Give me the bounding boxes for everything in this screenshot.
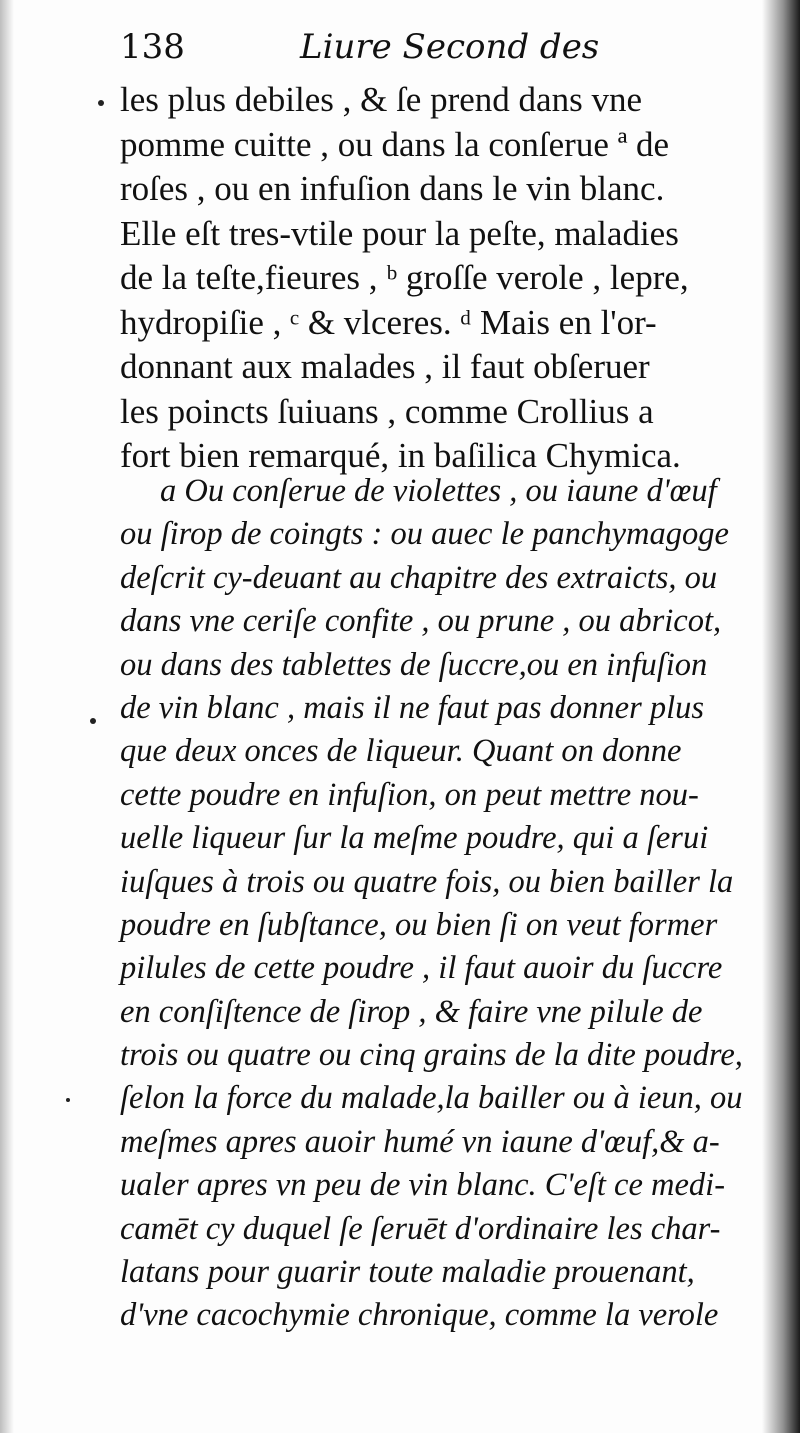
annotation-line: de vin blanc , mais il ne faut pas donner plus	[120, 689, 705, 726]
text-line: de la teſte,fieures , ᵇ groſſe verole , lepre,	[120, 258, 689, 297]
annotation-line: deſcrit cy-deuant au chapitre des extraicts, ou	[120, 559, 718, 596]
annotation-line: trois ou quatre ou cinq grains de la dite poudre,	[120, 1037, 743, 1074]
running-title: Liure Second des	[300, 27, 600, 67]
ink-speck	[98, 100, 104, 106]
annotation-line: iuſques à trois ou quatre fois, ou bien bailler la	[120, 863, 734, 900]
page-shadow-left	[0, 0, 14, 1433]
annotation-line: poudre en ſubſtance, ou bien ſi on veut former	[120, 906, 718, 943]
annotation-text	[120, 470, 780, 1338]
annotation-line: ou ſirop de coingts : ou auec le panchymagoge	[120, 516, 729, 553]
annotation-line: pilules de cette poudre , il faut auoir du ſuccre	[120, 950, 723, 987]
annotation-line: ou dans des tablettes de ſuccre,ou en infuſion	[120, 646, 708, 683]
annotation-line: latans pour guarir toute maladie prouenant,	[120, 1254, 695, 1291]
text-line: les poincts ſuiuans , comme Crollius a	[120, 391, 654, 431]
text-line: hydropiſie , ᶜ & vlceres. ᵈ Mais en l'or-	[120, 302, 657, 342]
annotation-line: d'vne cacochymie chronique, comme la verole	[120, 1297, 719, 1334]
annotation-line: camēt cy duquel ſe ſeruēt d'ordinaire les char-	[120, 1210, 721, 1247]
annotation-line: ualer apres vn peu de vin blanc. C'eſt ce medi-	[120, 1167, 726, 1204]
annotation-line: ſelon la force du malade,la bailler ou à ieun, ou	[120, 1080, 743, 1117]
main-text	[120, 78, 770, 479]
page-header	[120, 22, 720, 72]
annotation-line: a Ou conſerue de violettes , ou iaune d'œuf	[160, 473, 717, 509]
ink-speck	[66, 1098, 70, 1102]
annotation-line: uelle liqueur ſur la meſme poudre, qui a ſerui	[120, 820, 709, 857]
text-line: les plus debiles , & ſe prend dans vne	[120, 80, 642, 119]
page-number: 138	[120, 27, 185, 67]
annotation-line: cette poudre en infuſion, on peut mettre nou-	[120, 776, 699, 813]
annotation-line: en conſiſtence de ſirop , & faire vne pilule de	[120, 993, 703, 1030]
text-line: fort bien remarqué, in baſilica Chymica.	[120, 436, 681, 475]
text-line: pomme cuitte , ou dans la conſerue ª de	[120, 124, 670, 164]
text-line: Elle eſt tres-vtile pour la peſte, maladies	[120, 213, 679, 253]
annotation-line: que deux onces de liqueur. Quant on donne	[120, 733, 682, 770]
annotation-line: meſmes apres auoir humé vn iaune d'œuf,& a-	[120, 1123, 720, 1160]
text-line: roſes , ou en infuſion dans le vin blanc.	[120, 169, 665, 208]
annotation-line: dans vne ceriſe confite , ou prune , ou abricot,	[120, 603, 722, 640]
ink-speck	[90, 718, 96, 724]
text-line: donnant aux malades , il faut obſeruer	[120, 347, 650, 386]
